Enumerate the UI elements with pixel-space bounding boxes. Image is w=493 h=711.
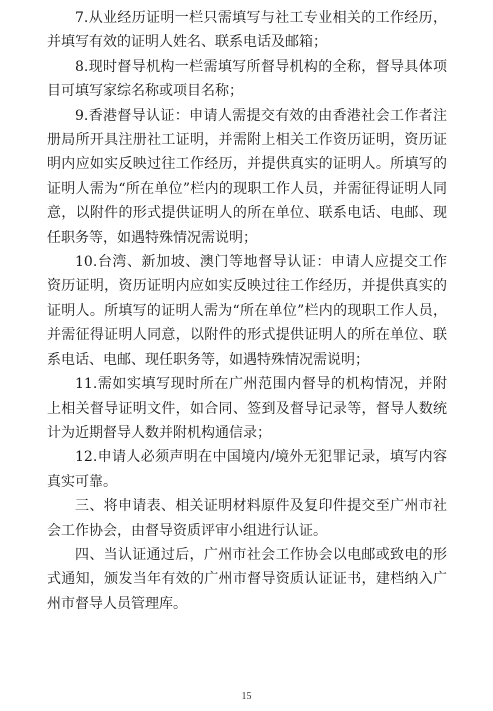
paragraph-section-3: 三、将申请表、相关证明材料原件及复印件提交至广州市社会工作协会，由督导资质评审小组进行认证。: [47, 498, 447, 539]
paragraph-item-11: 11.需如实填写现时所在广州范围内督导的机构情况，并附上相关督导证明文件，如合同、签到及督导记录等，督导人数统计为近期督导人数并附机构通信录；: [47, 376, 447, 441]
paragraph-item-8: 8.现时督导机构一栏需填写所督导机构的全称，督导具体项目可填写家综名称或项目名称；: [47, 58, 447, 100]
paragraph-item-12: 12.申请人必须声明在中国境内/境外无犯罪记录，填写内容真实可靠。: [47, 449, 447, 490]
paragraph-item-9: 9.香港督导认证：申请人需提交有效的由香港社会工作者注册局所开具注册社工证明，并需附上相关工作资历证明，资历证明内应如实反映过往工作经历，并提供真实的证明人。所填写的证明人需为“所在单位”栏内的现职工作人员，并需征得证明人同意，以附件的形式提供证明人的所在单位、联系电话、电邮、现任职务等，如遇特殊情况需说明；: [47, 107, 447, 246]
document-body: [47, 6, 447, 616]
paragraph-item-7: 7.从业经历证明一栏只需填写与社工专业相关的工作经历，并填写有效的证明人姓名、联系电话及邮箱；: [47, 10, 447, 51]
page-number: 15: [241, 691, 252, 702]
paragraph-section-4: 四、当认证通过后，广州市社会工作协会以电邮或致电的形式通知，颁发当年有效的广州市督导资质认证证书，建档纳入广州市督导人员管理库。: [47, 546, 447, 612]
paragraph-item-10: 10.台湾、新加坡、澳门等地督导认证：申请人应提交工作资历证明，资历证明内应如实反映过往工作经历，并提供真实的证明人。所填写的证明人需为“所在单位”栏内的现职工作人员，并需征得证明人同意，以附件的形式提供证明人的所在单位、联系电话、电邮、现任职务等，如遇特殊情况需说明；: [47, 254, 447, 368]
